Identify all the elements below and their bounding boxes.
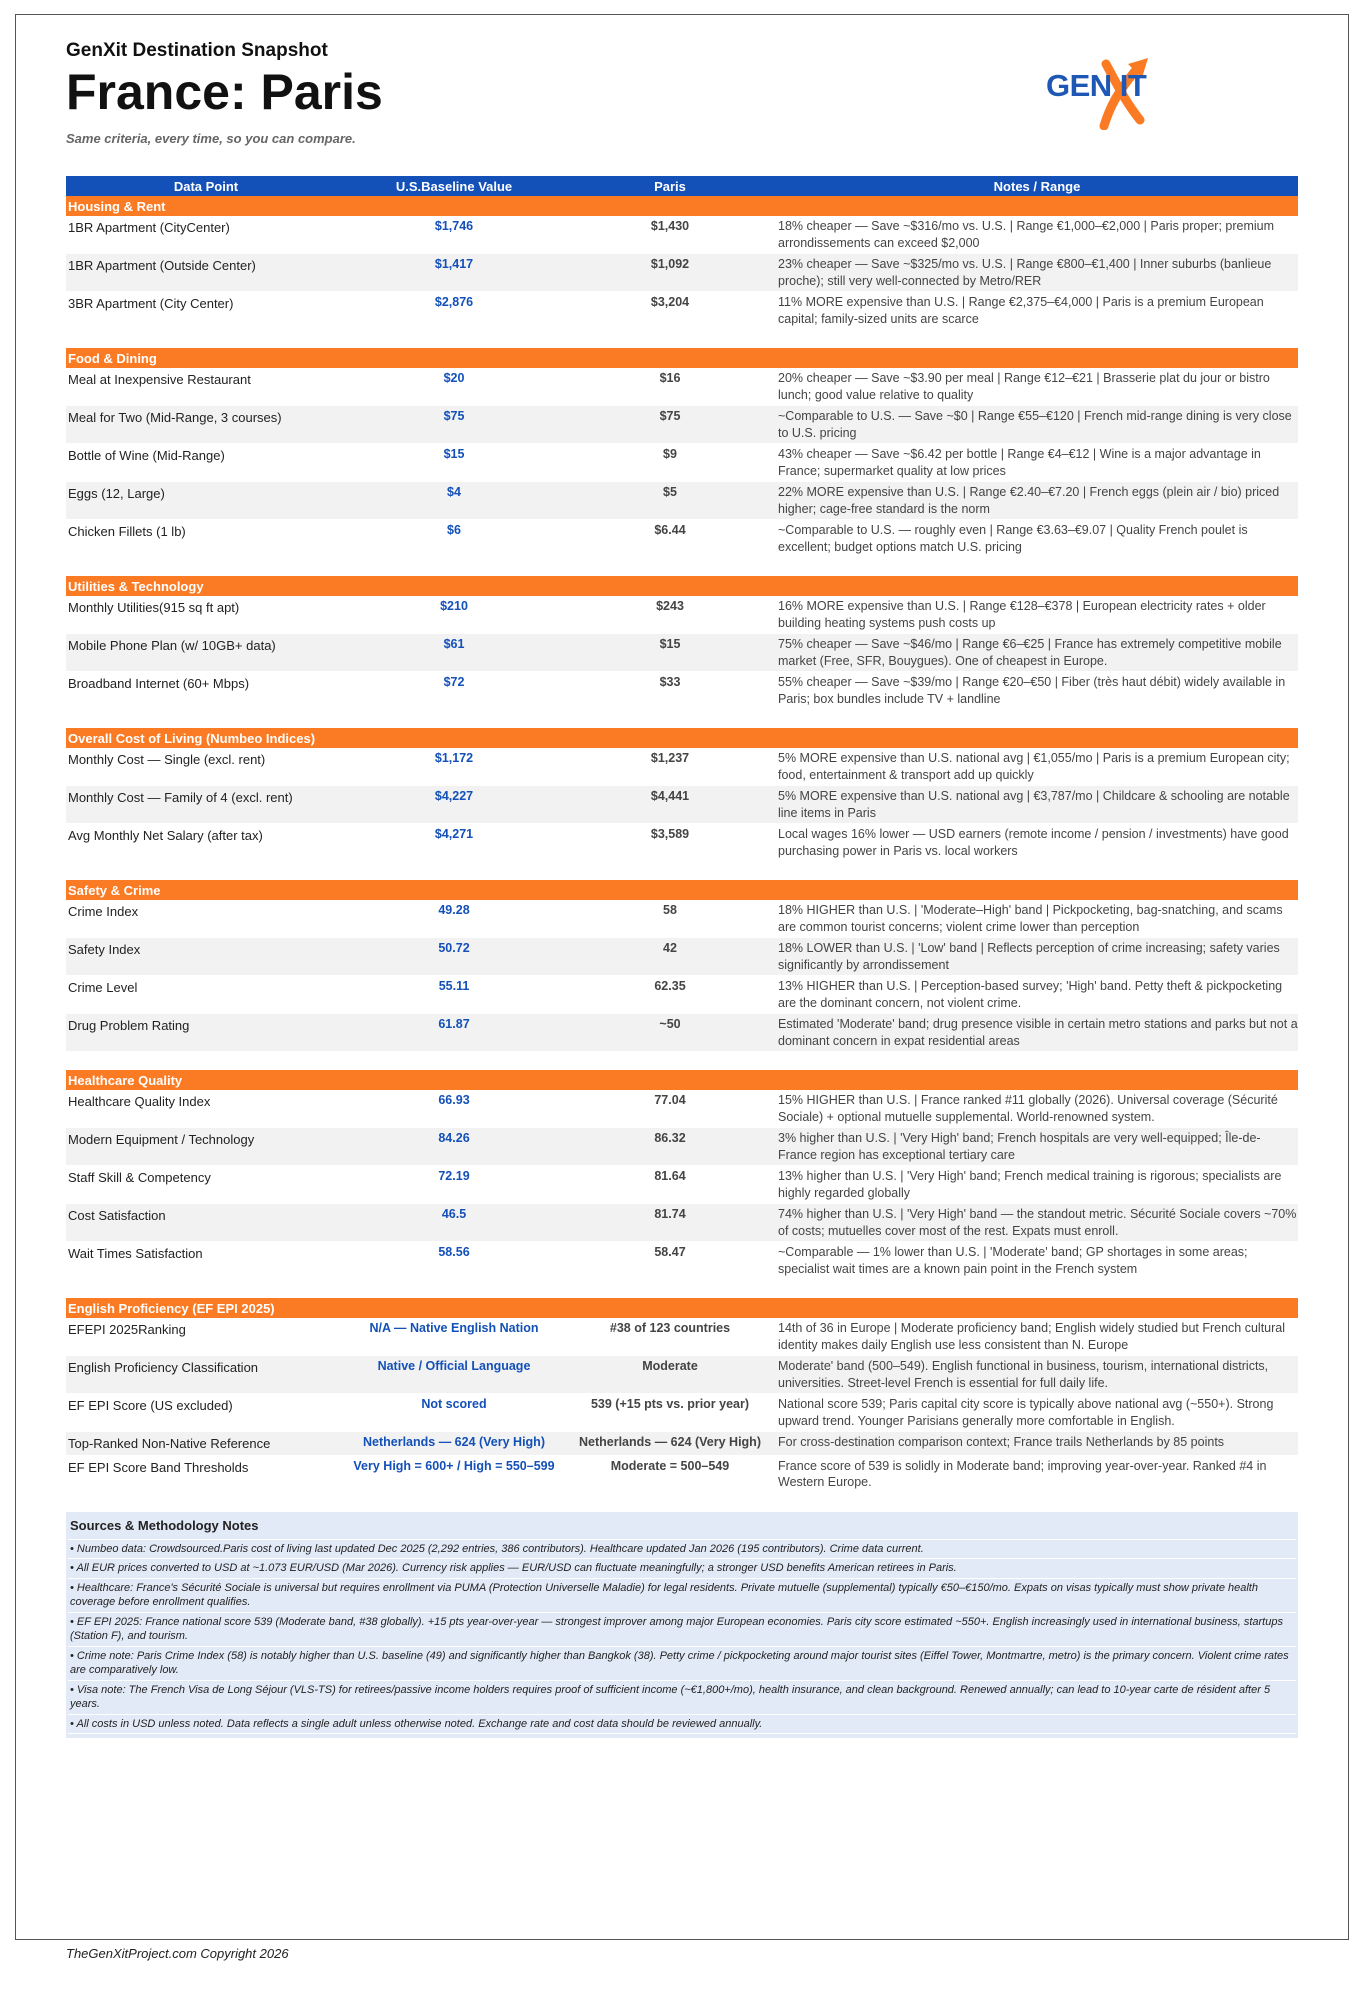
paris-value: 81.74 (654, 1207, 686, 1221)
us-baseline-value: Not scored (421, 1397, 487, 1411)
notes-range: 5% MORE expensive than U.S. national avg | €1,055/mo | Paris is a premium European city; food, entertainment & transport add up quickly (778, 751, 1290, 782)
notes-range: 43% cheaper — Save ~$6.42 per bottle | Range €4–€12 | Wine is a major advantage in France; supermarket quality at low prices (778, 447, 1261, 478)
column-header-paris: Paris (654, 178, 686, 194)
row-label: Modern Equipment / Technology (68, 1132, 255, 1147)
paris-value: $75 (659, 409, 681, 423)
row-label: Safety Index (68, 942, 141, 957)
row-label: Bottle of Wine (Mid-Range) (68, 448, 225, 463)
column-header-us-baseline: U.S.Baseline Value (395, 178, 513, 194)
us-baseline-value: $61 (443, 637, 465, 651)
paris-value: $1,237 (650, 751, 690, 765)
notes-range: National score 539; Paris capital city score is typically above national avg (~550+). Strong upward trend. Younger Parisians generally more comfortable in English. (778, 1397, 1274, 1428)
table-row (66, 216, 1298, 254)
paris-value: 81.64 (654, 1169, 686, 1183)
notes-range: 23% cheaper — Save ~$325/mo vs. U.S. | Range €800–€1,400 | Inner suburbs (banlieue proche); still very well-connected by Metro/RER (778, 257, 1272, 288)
section-title: Safety & Crime (66, 880, 1298, 900)
us-baseline-value: 49.28 (438, 903, 470, 917)
table-row (66, 1356, 1298, 1394)
section-rows (66, 216, 1298, 330)
table-row (66, 1204, 1298, 1242)
table-row (66, 444, 1298, 482)
notes-range: Moderate' band (500–549). English functional in business, tourism, international districts, universities. Street-level French is essential for full daily life. (778, 1359, 1269, 1390)
paris-value: Moderate (642, 1359, 698, 1373)
section-rows (66, 368, 1298, 558)
document-kicker: GenXit Destination Snapshot (66, 40, 328, 61)
us-baseline-value: 72.19 (438, 1169, 470, 1183)
section-title: Utilities & Technology (66, 576, 1298, 596)
notes-range: 13% HIGHER than U.S. | Perception-based survey; 'High' band. Petty theft & pickpocketing are the dominant concern, not violent crime. (778, 979, 1283, 1010)
table-row (66, 1456, 1298, 1494)
source-items (68, 1540, 1296, 1735)
us-baseline-value: $210 (440, 599, 468, 613)
us-baseline-value: $6 (447, 523, 461, 537)
row-label: EF EPI Score (US excluded) (68, 1398, 233, 1413)
row-label: Crime Level (68, 980, 138, 995)
column-header-notes: Notes / Range (993, 178, 1081, 194)
sources-notes (66, 1512, 1298, 1739)
notes-range: 16% MORE expensive than U.S. | Range €128–€378 | European electricity rates + older building heating systems push costs up (778, 599, 1266, 630)
section (66, 196, 1298, 330)
table-row (66, 786, 1298, 824)
paris-value: 58.47 (654, 1245, 686, 1259)
paris-value: $3,204 (650, 295, 690, 309)
snapshot-table (66, 176, 1298, 1738)
us-baseline-value: $1,172 (434, 751, 474, 765)
us-baseline-value: $72 (443, 675, 465, 689)
document-header (66, 40, 383, 146)
section (66, 1298, 1298, 1494)
us-baseline-value: $2,876 (434, 295, 474, 309)
section (66, 348, 1298, 558)
section-title: Overall Cost of Living (Numbeo Indices) (66, 728, 1298, 748)
notes-range: ~Comparable — 1% lower than U.S. | 'Moderate' band; GP shortages in some areas; specialist wait times are a known pain point in the French system (778, 1245, 1248, 1276)
notes-range: Estimated 'Moderate' band; drug presence visible in certain metro stations and parks but not a dominant concern in expat residential areas (778, 1017, 1298, 1048)
row-label: Cost Satisfaction (68, 1208, 166, 1223)
table-row (66, 634, 1298, 672)
paris-value: Moderate = 500–549 (610, 1458, 730, 1473)
section-rows (66, 1090, 1298, 1280)
paris-value: 86.32 (654, 1131, 686, 1145)
notes-range: 74% higher than U.S. | 'Very High' band — the standout metric. Sécurité Sociale covers ~70% of costs; mutuelles cover most of the rest. Expats must enroll. (778, 1207, 1297, 1238)
section-rows (66, 596, 1298, 710)
table-row (66, 1394, 1298, 1432)
document-tagline: Same criteria, every time, so you can compare. (66, 130, 356, 146)
us-baseline-value: $1,417 (434, 257, 474, 271)
row-label: 3BR Apartment (City Center) (68, 296, 234, 311)
paris-value: $1,092 (650, 257, 690, 271)
source-item: • EF EPI 2025: France national score 539 (Moderate band, #38 globally). +15 pts year-over-year — strongest improver among major European economies. Paris city score estimated ~550+. English increasingly used in international business, startups (Station F), and tourism. (68, 1613, 1296, 1647)
source-item: • Crime note: Paris Crime Index (58) is notably higher than U.S. baseline (49) and significantly higher than Bangkok (38). Petty crime / pickpocketing around major tourist sites (Eiffel Tower, Montmartre, metro) is the primary concern. Violent crime rates are comparatively low. (68, 1647, 1296, 1681)
row-label: Meal for Two (Mid-Range, 3 courses) (68, 410, 282, 425)
notes-range: 75% cheaper — Save ~$46/mo | Range €6–€25 | France has extremely competitive mobile market (Free, SFR, Bouygues). One of cheapest in Europe. (778, 637, 1282, 668)
paris-value: $15 (659, 637, 681, 651)
us-baseline-value: Native / Official Language (377, 1359, 531, 1373)
source-item: • All costs in USD unless noted. Data reflects a single adult unless otherwise noted. Exchange rate and cost data should be reviewed annually. (68, 1715, 1296, 1735)
table-header-row (66, 176, 1298, 196)
section-title: Healthcare Quality (66, 1070, 1298, 1090)
paris-value: 58 (663, 903, 677, 917)
us-baseline-value: Netherlands — 624 (Very High) (362, 1435, 545, 1449)
page-footer: TheGenXitProject.com Copyright 2026 (66, 1946, 289, 1961)
page-title: France: Paris (66, 64, 383, 120)
us-baseline-value: 55.11 (438, 979, 470, 993)
row-label: EFEPI 2025Ranking (68, 1322, 186, 1337)
row-label: 1BR Apartment (Outside Center) (68, 258, 256, 273)
paris-value: Netherlands — 624 (Very High) (578, 1435, 761, 1449)
row-label: Mobile Phone Plan (w/ 10GB+ data) (68, 638, 276, 653)
section-rows (66, 1318, 1298, 1494)
us-baseline-value: $4 (447, 485, 461, 499)
notes-range: 18% HIGHER than U.S. | 'Moderate–High' band | Pickpocketing, bag-snatching, and scams are common tourist concerns; violent crime lower than perception (778, 903, 1283, 934)
table-row (66, 824, 1298, 862)
table-row (66, 1128, 1298, 1166)
section (66, 880, 1298, 1052)
us-baseline-value: $75 (443, 409, 465, 423)
paris-value: $3,589 (650, 827, 690, 841)
row-label: Crime Index (68, 904, 139, 919)
notes-range: 14th of 36 in Europe | Moderate proficiency band; English widely studied but French cultural identity makes daily English use less consistent than N. Europe (778, 1321, 1286, 1352)
paris-value: $243 (656, 599, 684, 613)
us-baseline-value: $4,227 (434, 789, 474, 803)
column-header-data-point: Data Point (173, 178, 239, 194)
genxit-logo (1040, 54, 1170, 130)
paris-value: $9 (663, 447, 677, 461)
table-row (66, 1432, 1298, 1456)
notes-range: 15% HIGHER than U.S. | France ranked #11 globally (2026). Universal coverage (Sécurité Sociale) + optional mutuelle supplemental. World-renowned system. (778, 1093, 1278, 1124)
us-baseline-value: N/A — Native English Nation (369, 1321, 539, 1335)
source-item: • Visa note: The French Visa de Long Séjour (VLS-TS) for retirees/passive income holders requires proof of sufficient income (~€1,800+/mo), health insurance, and clean background. Renewed annually; can lead to 10-year carte de résident after 5 years. (68, 1681, 1296, 1715)
table-row (66, 596, 1298, 634)
us-baseline-value: $4,271 (434, 827, 474, 841)
logo-wordmark: GEN IT (1046, 68, 1147, 103)
row-label: Eggs (12, Large) (68, 486, 165, 501)
notes-range: Local wages 16% lower — USD earners (remote income / pension / investments) have good purchasing power in Paris vs. local workers (778, 827, 1289, 858)
section (66, 576, 1298, 710)
table-row (66, 292, 1298, 330)
us-baseline-value: Very High = 600+ / High = 550–599 (353, 1458, 555, 1473)
row-label: English Proficiency Classification (68, 1360, 259, 1375)
notes-range: 18% cheaper — Save ~$316/mo vs. U.S. | Range €1,000–€2,000 | Paris proper; premium arrondissements can exceed $2,000 (778, 219, 1275, 250)
table-row (66, 1242, 1298, 1280)
row-label: Monthly Utilities(915 sq ft apt) (68, 600, 240, 615)
paris-value: 42 (663, 941, 677, 955)
notes-range: 22% MORE expensive than U.S. | Range €2.40–€7.20 | French eggs (plein air / bio) priced higher; cage-free standard is the norm (778, 485, 1280, 516)
paris-value: $6.44 (654, 523, 686, 537)
notes-range: 20% cheaper — Save ~$3.90 per meal | Range €12–€21 | Brasserie plat du jour or bistro lunch; good value relative to quality (778, 371, 1270, 402)
notes-range: 3% higher than U.S. | 'Very High' band; French hospitals are very well-equipped; Île-de-France region has exceptional tertiary care (778, 1131, 1261, 1162)
us-baseline-value: $1,746 (434, 219, 474, 233)
paris-value: 77.04 (654, 1093, 686, 1107)
notes-range: 13% higher than U.S. | 'Very High' band; French medical training is rigorous; specialists are highly regarded globally (778, 1169, 1282, 1200)
row-label: Avg Monthly Net Salary (after tax) (68, 828, 263, 843)
table-row (66, 520, 1298, 558)
row-label: Top-Ranked Non-Native Reference (68, 1436, 271, 1451)
notes-range: ~Comparable to U.S. — roughly even | Range €3.63–€9.07 | Quality French poulet is excellent; budget options match U.S. pricing (778, 523, 1248, 554)
table-row (66, 748, 1298, 786)
source-item: • Numbeo data: Crowdsourced.Paris cost of living last updated Dec 2025 (2,292 entries, 386 contributors). Healthcare updated Jan 2026 (195 contributors). Crime data current. (68, 1540, 1296, 1560)
section-rows (66, 900, 1298, 1052)
us-baseline-value: 61.87 (438, 1017, 470, 1031)
row-label: Broadband Internet (60+ Mbps) (68, 676, 250, 691)
paris-value: $5 (663, 485, 677, 499)
row-label: EF EPI Score Band Thresholds (68, 1459, 249, 1475)
table-row (66, 1014, 1298, 1052)
paris-value: $1,430 (650, 219, 690, 233)
section (66, 1070, 1298, 1280)
paris-value: #38 of 123 countries (609, 1321, 731, 1335)
row-label: Drug Problem Rating (68, 1018, 190, 1033)
table-row (66, 900, 1298, 938)
notes-range: France score of 539 is solidly in Moderate band; improving year-over-year. Ranked #4 in Western Europe. (778, 1458, 1267, 1489)
row-label: Chicken Fillets (1 lb) (68, 524, 186, 539)
us-baseline-value: 50.72 (438, 941, 470, 955)
paris-value: $33 (659, 675, 681, 689)
section-title: English Proficiency (EF EPI 2025) (66, 1298, 1298, 1318)
paris-value: $16 (659, 371, 681, 385)
notes-range: ~Comparable to U.S. — Save ~$0 | Range €55–€120 | French mid-range dining is very close to U.S. pricing (778, 409, 1292, 440)
row-label: Wait Times Satisfaction (68, 1246, 203, 1261)
table-row (66, 672, 1298, 710)
table-row (66, 976, 1298, 1014)
table-row (66, 254, 1298, 292)
notes-range: 11% MORE expensive than U.S. | Range €2,375–€4,000 | Paris is a premium European capital; family-sized units are scarce (778, 295, 1264, 326)
us-baseline-value: $15 (443, 447, 465, 461)
section-rows (66, 748, 1298, 862)
row-label: Monthly Cost — Family of 4 (excl. rent) (68, 790, 293, 805)
us-baseline-value: 66.93 (438, 1093, 470, 1107)
us-baseline-value: 46.5 (441, 1207, 467, 1221)
us-baseline-value: 84.26 (438, 1131, 470, 1145)
row-label: Monthly Cost — Single (excl. rent) (68, 752, 266, 767)
paris-value: 62.35 (654, 979, 686, 993)
paris-value: $4,441 (650, 789, 690, 803)
section (66, 728, 1298, 862)
notes-range: 55% cheaper — Save ~$39/mo | Range €20–€50 | Fiber (très haut débit) widely available in Paris; box bundles include TV + landline (778, 675, 1286, 706)
table-row (66, 1090, 1298, 1128)
us-baseline-value: 58.56 (438, 1245, 470, 1259)
source-item: • Healthcare: France's Sécurité Sociale is universal but requires enrollment via PUMA (Protection Universelle Maladie) for legal residents. Private mutuelle (supplemental) typically €50–€150/mo. Expats on visas typically must show private health coverage before enrollment qualifies. (68, 1579, 1296, 1613)
section-title: Food & Dining (66, 348, 1298, 368)
notes-range: 18% LOWER than U.S. | 'Low' band | Reflects perception of crime increasing; safety varies significantly by arrondissement (778, 941, 1280, 972)
table-row (66, 482, 1298, 520)
row-label: Staff Skill & Competency (68, 1170, 211, 1185)
sections-container (66, 196, 1298, 1494)
table-row (66, 368, 1298, 406)
table-row (66, 938, 1298, 976)
table-row (66, 406, 1298, 444)
paris-value: ~50 (659, 1017, 681, 1031)
sources-title: Sources & Methodology Notes (68, 1516, 1296, 1540)
paris-value: 539 (+15 pts vs. prior year) (590, 1397, 750, 1411)
row-label: 1BR Apartment (CityCenter) (68, 220, 230, 235)
table-row (66, 1318, 1298, 1356)
source-item: • All EUR prices converted to USD at ~1.073 EUR/USD (Mar 2026). Currency risk applies — EUR/USD can fluctuate meaningfully; a stronger USD benefits American retirees in Paris. (68, 1559, 1296, 1579)
table-row (66, 1166, 1298, 1204)
notes-range: 5% MORE expensive than U.S. national avg | €3,787/mo | Childcare & schooling are notable line items in Paris (778, 789, 1290, 820)
notes-range: For cross-destination comparison context; France trails Netherlands by 85 points (778, 1435, 1225, 1449)
row-label: Healthcare Quality Index (68, 1094, 211, 1109)
section-title: Housing & Rent (66, 196, 1298, 216)
us-baseline-value: $20 (443, 371, 465, 385)
row-label: Meal at Inexpensive Restaurant (68, 372, 251, 387)
